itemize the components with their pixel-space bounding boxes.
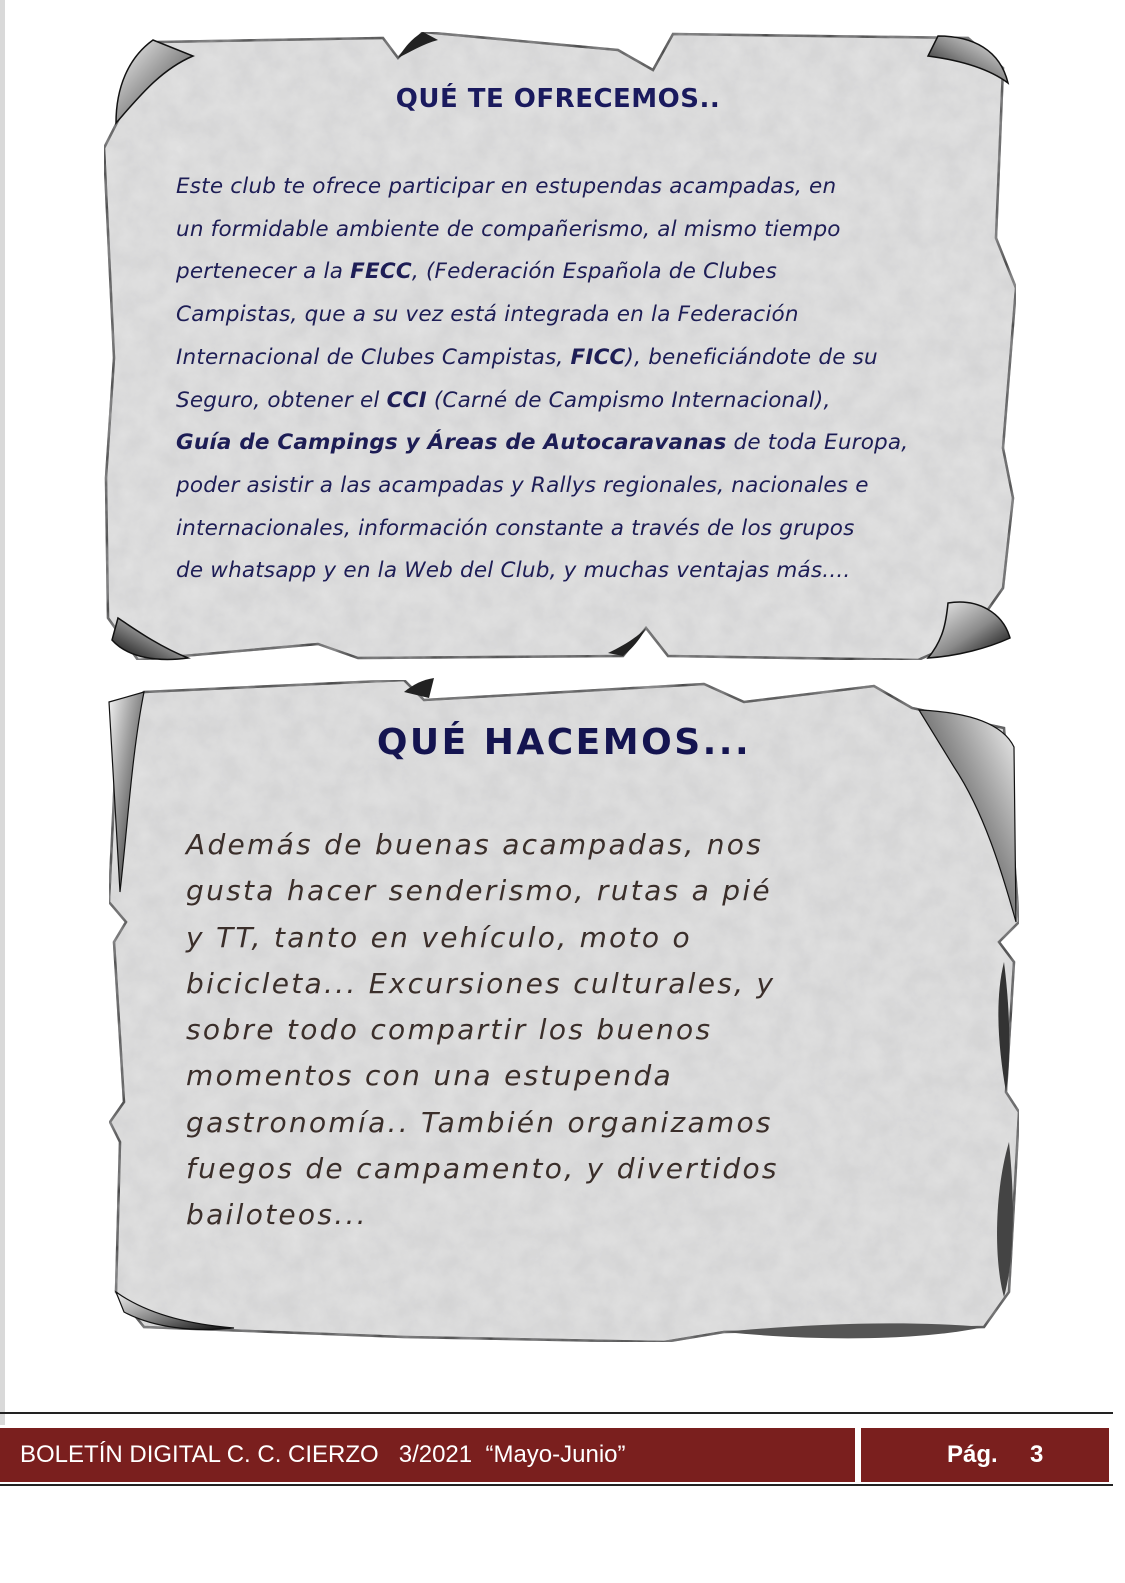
offer-line: Este club te ofrece participar en estupendas acampadas, en [176,174,837,199]
activities-heading: QUÉ HACEMOS... [376,722,752,763]
activities-line: sobre todo compartir los buenos [186,1013,713,1047]
activities-line: fuegos de campamento, y divertidos [186,1152,779,1186]
activities-line: momentos con una estupenda [186,1059,673,1093]
offer-line: pertenecer a la FECC, (Federación Española de Clubes [176,259,777,285]
page-number: 3 [1030,1441,1044,1468]
activities-parchment-panel [104,672,1024,1352]
offer-line: un formidable ambiente de compañerismo, al mismo tiempo [176,216,841,242]
page-label: Pág. [947,1441,998,1468]
activities-line: Además de buenas acampadas, nos [186,828,764,861]
bulletin-title: BOLETÍN DIGITAL C. C. CIERZO 3/2021 “Mayo-Junio” [20,1441,626,1468]
offer-line: Campistas, que a su vez está integrada en la Federación [176,302,799,328]
offer-body-text [176,166,976,593]
activities-body-text [186,822,986,1239]
footer-divider [855,1428,861,1482]
offer-line: Internacional de Clubes Campistas, FICC), beneficiándote de su [176,344,878,370]
offer-line: Seguro, obtener el CCI (Carné de Campismo Internacional), [176,387,831,413]
offer-line: Guía de Campings y Áreas de Autocaravanas de toda Europa, [176,430,909,456]
offer-line: poder asistir a las acampadas y Rallys regionales, nacionales e [176,472,869,498]
footer-bottom-rule [0,1484,1113,1486]
activities-line: bailoteos... [186,1198,368,1232]
footer-bar [0,1428,1109,1482]
page-left-edge [0,0,5,1425]
offer-line: internacionales, información constante a través de los grupos [176,515,855,541]
offer-parchment-panel [98,28,1018,670]
activities-line: bicicleta... Excursiones culturales, y [186,966,776,1000]
activities-line: gastronomía.. También organizamos [186,1105,773,1139]
activities-line: y TT, tanto en vehículo, moto o [186,920,692,954]
footer-top-rule [0,1412,1113,1414]
offer-heading: QUÉ TE OFRECEMOS.. [395,84,721,114]
offer-line: de whatsapp y en la Web del Club, y muchas ventajas más.... [176,558,851,584]
activities-line: gusta hacer senderismo, rutas a pié [186,874,772,908]
